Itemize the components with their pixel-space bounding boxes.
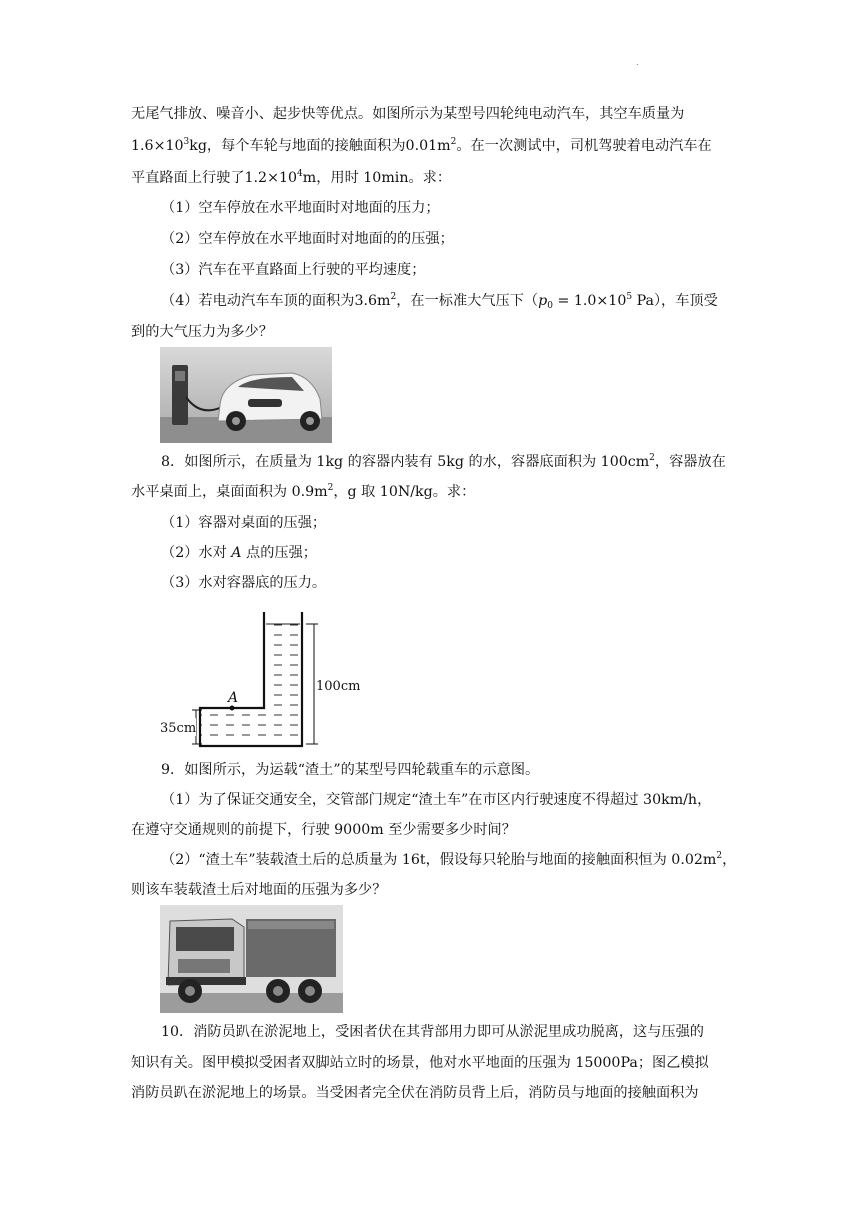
q9-sub1-line2: 在遵守交通规则的前提下，行驶 9000m 至少需要多少时间？ xyxy=(131,822,516,838)
electric-car-photo xyxy=(160,347,332,443)
container-diagram xyxy=(160,610,370,752)
q7-sub3: （3）汽车在平直路面上行驶的平均速度； xyxy=(161,262,426,278)
q9-sub2-line1: （2）“渣土车”装载渣土后的总质量为 16t，假设每只轮胎与地面的接触面积恒为 $0.02m^2$， xyxy=(161,851,737,868)
q8-sub1: （1）容器对桌面的压强； xyxy=(161,515,327,531)
q9-line1: 9．如图所示，为运载“渣土”的某型号四轮载重车的示意图。 xyxy=(161,762,540,778)
q7-sub2: （2）空车停放在水平地面时对地面的的压强； xyxy=(161,231,454,247)
q7-line3: 平直路面上行驶了$1.2\times 10^4m$，用时 10min。求： xyxy=(131,169,452,186)
label-depth: 35cm xyxy=(160,721,197,736)
label-height: 100cm xyxy=(316,679,361,694)
q7-line2: $1.6\times 10^3kg$，每个车轮与地面的接触面积为$0.01m^2$。在一次测试中，司机驾驶着电动汽车在 xyxy=(131,137,712,154)
q7-sub1: （1）空车停放在水平地面时对地面的压力； xyxy=(161,200,440,216)
q7-sub4-line2: 到的大气压力为多少？ xyxy=(131,324,273,340)
q9-sub1-line1: （1）为了保证交通安全，交管部门规定“渣土车”在市区内行驶速度不得超过 30km/h， xyxy=(161,792,712,808)
q10-line3: 消防员趴在淤泥地上的场景。当受困者完全伏在消防员背上后，消防员与地面的接触面积为 xyxy=(131,1085,699,1101)
q7-line1: 无尾气排放、噪音小、起步快等优点。如图所示为某型号四轮纯电动汽车，其空车质量为 xyxy=(131,106,685,122)
q8-line2: 水平桌面上，桌面面积为 $0.9m^2$，g 取 10N/kg。求： xyxy=(131,483,476,500)
q8-line1: 8．如图所示，在质量为 1kg 的容器内装有 5kg 的水，容器底面积为 $100cm^2$，容器放在 xyxy=(161,453,726,470)
q9-sub2-line2: 则该车装载渣土后对地面的压强为多少？ xyxy=(131,882,387,898)
header-mark: . xyxy=(636,58,639,67)
q8-sub2: （2）水对 A 点的压强； xyxy=(161,545,317,561)
dump-truck-photo xyxy=(160,905,343,1013)
q7-sub4: （4）若电动汽车车顶的面积为$3.6m^2$，在一标准大气压下（$p_0 = 1.0\times 10^5$ Pa），车顶受 xyxy=(161,292,718,311)
label-a: A xyxy=(228,690,239,706)
q10-line1: 10．消防员趴在淤泥地上，受困者伏在其背部用力即可从淤泥里成功脱离，这与压强的 xyxy=(161,1024,704,1040)
q10-line2: 知识有关。图甲模拟受困者双脚站立时的场景，他对水平地面的压强为 15000Pa；图乙模拟 xyxy=(131,1055,709,1071)
q8-sub3: （3）水对容器底的压力。 xyxy=(161,575,327,591)
point-a xyxy=(230,706,235,711)
